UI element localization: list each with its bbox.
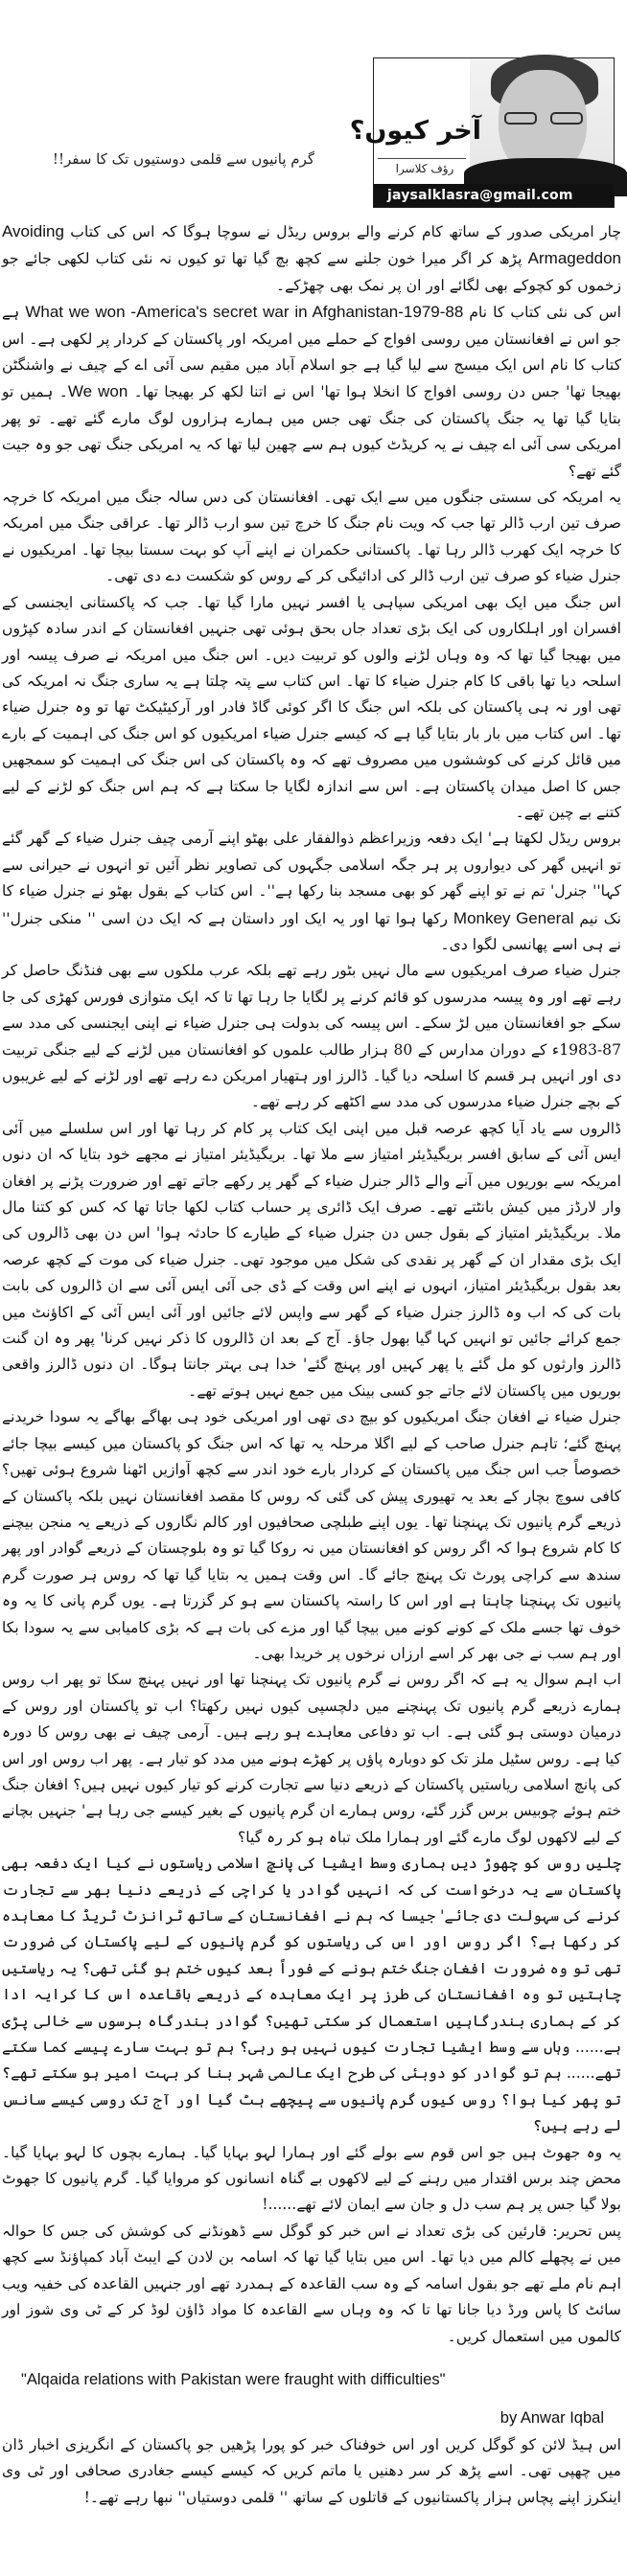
urdu-text: ڈالروں سے یاد آیا کچھ عرصہ قبل میں اپنی ایک کتاب پر کام کر رہا تھا اور اس سلسلے میں آئی ایس آئی کے سابق افسر بریگیڈیئر امتیاز سے ملا تھا۔ بریگیڈیئر امتیاز نے مجھے خود بتایا کہ ان دنوں امریکہ سے بوریوں میں آنے والے ڈالر جنرل ضیاء کے گھر پر رکھے جاتے تھے اور ضرورت پڑنے پر افغان وار لارڈز میں کیش بانٹتے تھے۔ صرف ایک ڈائری پر حساب کتاب لکھا جاتا تھا کہ کس کو کتنا مال ملا۔ بریگیڈیئر امتیاز کے بقول جس دن جنرل ضیاء کے طیارے کا حادثہ ہوا' اس دن بھی ڈالروں کی ایک بڑی مقدار ان کے گھر پر نقدی کی شکل میں موجود تھی۔ جنرل ضیاء کی موت کے کچھ عرصہ بعد بقول بریگیڈیئر امتیاز، انہوں نے اپنے اس وقت کے ڈی جی آئی ایس آئی سے ان ڈالروں کی بابت بات کی کہ اب وہ ڈالرز جنرل ضیاء کے گھر سے واپس لائے جائیں اور آئی ایس آئی کے اکاؤنٹ میں جمع کرائے جائیں تو انہیں کہا گیا بھول جاؤ۔ آج کے بعد ان ڈالروں کا ذکر نہیں کرنا' پھر وہ ان گنت ڈالرز وارثوں کو مل گئے یا پھر کہیں اور پہنچ گئے' خدا ہی بہتر جانتا ہوگا۔ ان دنوں ڈالرز واقعی بوریوں میں پاکستان لائے جاتے جو کسی بینک میں جمع نہیں ہوتے تھے۔	[2, 1119, 621, 1400]
urdu-text: پس تحریر: قارئین کی بڑی تعداد نے اس خبر کو گوگل سے ڈھونڈنے کی کوشش کی جس کا حوالہ میں نے پچھلے کالم میں دیا تھا۔ اس میں بتایا گیا تھا کہ اسامہ بن لادن کے ایبٹ آباد کمپاؤنڈ سے کچھ اہم نام ملے تھے جو بقول اسامہ کے وہ سب القاعدہ کے ہمدرد تھے اور جنہیں القاعدہ کی خفیہ ویب سائٹ کا پاس ورڈ دیا جانا تھا تا کہ وہ وہاں سے القاعدہ کا مواد ڈاؤن لوڈ کر کے ٹی وی شوز اور کالموں میں استعمال کریں۔	[2, 2222, 621, 2345]
english-phrase: What we won -America's secret war in Afghanistan-1979-88	[25, 303, 464, 322]
quoted-byline: by Anwar Iqbal	[499, 2408, 604, 2427]
urdu-text: ۔ ہمیں تو بتایا گیا تھا یہ جنگ پاکستان کی جنگ تھی جس میں ہمارے ہزاروں لوگ مارے گئے تھے۔ تو پھر امریکی سی آئی اے چیف نے یہ کریڈٹ کیوں ہم سے چھین لیا تھا کہ یہ امریکی جنگ تھی جو وہ جیت گئے تھے؟	[2, 383, 621, 480]
urdu-text: یہ وہ جھوٹ ہیں جو اس قوم سے بولے گئے اور ہمارا لہو بہایا گیا۔ ہمارے بچوں کا لہو بہایا گیا۔ محض چند برس اقتدار میں رہنے کے لیے لاکھوں بے گناہ انسانوں کو مروایا گیا۔ گرم پانیوں کا جھوٹ بولا گیا جس پر ہم سب دل و جان سے ایمان لائے تھے......!	[2, 2143, 621, 2214]
urdu-text: اس ہیڈ لائن کو گوگل کریں اور اس خوفناک خبر کو پورا پڑھیں جو پاکستان کے انگریزی اخبار ڈان میں چھپی تھی۔ اسے پڑھ کر سر دھنیں یا ماتم کریں کہ کیسے کیسے جغادری صحافی اور ٹی وی اینکرز اپنے پچاس ہزار پاکستانیوں کے قاتلوں کے ساتھ '' قلمی دوستیاں'' نبھا رہے تھے۔!	[2, 2435, 621, 2506]
article-paragraph	[2, 958, 621, 1115]
author-name: رؤف کلاسرا	[395, 162, 454, 175]
article-paragraph	[2, 2432, 621, 2511]
author-photo-glasses	[504, 112, 583, 125]
title-divider	[378, 158, 466, 159]
english-phrase: Avoiding Armageddon	[2, 222, 621, 268]
article-paragraph	[2, 299, 621, 485]
headline: گرم پانیوں سے قلمی دوستیوں تک کا سفر!!	[52, 150, 314, 168]
column-header	[0, 0, 623, 213]
urdu-text: بروس ریڈل لکھتا ہے' ایک دفعہ وزیراعظم ذوالفقار علی بھٹو اپنے آرمی چیف جنرل ضیاء کے گھر گئے تو انہیں گھر کی دیواروں پر ہر جگہ اسلامی جگہوں کی تصاویر نظر آئیں تو انہوں نے حیرانی سے کہا'' جنرل' تم نے تو اپنے گھر کو بھی مسجد بنا رکھا ہے''۔ اس کتاب کے بقول بھٹو نے جنرل ضیاء کا نک نیم	[2, 830, 621, 927]
article-paragraph	[2, 2219, 621, 2350]
article-paragraph	[2, 1851, 621, 2139]
author-email[interactable]: jaysalklasra@gmail.com	[374, 184, 614, 207]
article-body	[0, 218, 623, 2511]
urdu-text: پڑھ کر اگر میرا خون جلنے سے کچھ بچ گیا تھا تو کیوں نہ نئی کتاب لکھی جائے جو زخموں کو کچوکے بھی لگائے اور ان پر نمک بھی چھڑکے۔	[2, 250, 621, 294]
closing-paragraphs	[2, 2432, 621, 2511]
article-paragraph	[2, 485, 621, 590]
author-photo	[470, 58, 614, 183]
urdu-text: ہے جو اس نے افغانستان میں روسی افواج کے حملے میں امریکہ اور پاکستان کے کردار پر لکھی ہے۔ اس کتاب کا نام اس ایک میسج سے لیا گیا ہے جو اسلام آباد میں مقیم سی آئی اے کے چیف نے واشنگٹن بھیجا تھا' جس دن روسی افواج کا انخلا ہوا تھا' اس نے اتنا لکھ کر بھیجا تھا۔	[2, 304, 622, 401]
article-paragraph	[2, 1667, 621, 1851]
article-paragraph	[2, 826, 621, 958]
urdu-text: رکھا ہوا تھا اور یہ ایک اور داستان ہے کہ ایک دن اسی '' منکی جنرل'' نے ہی اسے پھانسی لگوا دی۔	[2, 909, 621, 953]
column-title: آخر کیوں؟	[349, 116, 481, 146]
article-paragraphs	[2, 218, 621, 2350]
quoted-headline: "Alqaida relations with Pakistan were fraught with difficulties"	[21, 2370, 446, 2388]
columnist-banner	[349, 57, 615, 208]
article-paragraph	[2, 1116, 621, 1404]
urdu-text: اس جنگ میں ایک بھی امریکی سپاہی یا افسر نہیں مارا گیا تھا۔ جب کہ پاکستانی ایجنسی کے افسران اور اہلکاروں کی ایک بڑی تعداد جاں بحق ہوئی تھی جنہیں افغانستان کے اندر سادہ کپڑوں میں بھیجا گیا تھا کہ وہ وہاں لڑنے والوں کو تربیت دیں۔ اس جنگ میں امریکہ نے صرف پیسہ اور اسلحہ دیا تھا باقی کا کام جنرل ضیاء کا تھا۔ اس کتاب سے پتہ چلتا ہے یہ ساری جنگ نہ امریکہ کی تھی اور نہ ہی پاکستان کی بلکہ اس جنگ کا اگر کوئی گاڈ فادر اور آرکیٹیکٹ تھا تو وہ جنرل ضیاء تھا۔ اس کتاب میں بار بار بتایا گیا ہے کہ کیسے جنرل ضیاء امریکیوں کو اس جنگ کی اہمیت کے بارے میں قائل کرنے کی کوششوں میں مصروف تھے کہ وہ پاکستان کی اس جنگ کی اہمیت کو سمجھیں جس کا اصل میدان پاکستان ہے۔ اس سے اندازہ لگایا جا سکتا ہے کہ ہم اس جنگ کو لڑنے کے لیے کتنے بے چین تھے۔	[2, 593, 621, 821]
urdu-text: چار امریکی صدور کے ساتھ کام کرنے والے بروس ریڈل نے سوچا ہوگا کہ اس کی کتاب	[63, 223, 621, 240]
article-paragraph	[2, 590, 621, 827]
urdu-text: یہ امریکہ کی سستی جنگوں میں سے ایک تھی۔ افغانستان کی دس سالہ جنگ میں امریکہ کا خرچہ صرف تین ارب ڈالر تھا جب کہ ویت نام جنگ کا خرچ تین سو ارب ڈالر تھا۔ عراقی جنگ میں امریکہ کا خرچہ ایک کھرب ڈالر رہا تھا۔ پاکستانی حکمران نے اپنے آپ کو بہت سستا بیچا تھا۔ امریکیوں نے جنرل ضیاء کو صرف تین ارب ڈالر کی ادائیگی کر کے روس کو شکست دے دی تھی۔	[2, 489, 621, 585]
english-phrase: We won	[67, 382, 128, 401]
urdu-text: جنرل ضیاء نے افغان جنگ امریکیوں کو بیچ دی تھی اور امریکی خود ہی بھاگے بھاگے یہ سودا خریدنے پہنچ گئے؛ تاہم جنرل صاحب کے لیے اگلا مرحلہ یہ تھا کہ اس جنگ کو پاکستان میں کیسے بیچا جائے خصوصاً جب اس جنگ میں پاکستان کے کردار بارے خود اندر سے کچھ آوازیں اٹھنا شروع ہوئی تھیں؟ کافی سوچ بچار کے بعد یہ تھیوری پیش کی گئی کہ روس کا مقصد افغانستان نہیں بلکہ پاکستان کے ذریعے گرم پانیوں تک پہنچنا تھا۔ یوں اپنے طبلچی صحافیوں اور کالم نگاروں کے ذریعے یہ منجن بیچنے کا کام شروع ہوا کہ اگر روس کو افغانستان میں نہ روکا گیا تو وہ بلوچستان کے ذریعے گوادر اور پھر سندھ سے کراچی پورٹ تک پہنچ جائے گا۔ اس وقت ہمیں یہ بتایا گیا تھا کہ روس ہر صورت گرم پانیوں تک پہنچنا چاہتا ہے اور اس کا راستہ پاکستان سے ہو کر گزرتا ہے۔ یوں گرم پانی کا یہ وہ خوف تھا جسے ملک کے کونے کونے میں بیچا گیا اور مزے کی بات ہے کہ بڑی کامیابی سے یہ سودا بکا اور ہم سب نے جی بھر کر اسے ارزاں نرخوں پر خریدا بھی۔	[2, 1408, 622, 1662]
english-phrase: Monkey General	[453, 908, 574, 927]
urdu-text: چلیں روس کو چھوڑ دیں ہماری وسط ایشیا کی پانچ اسلامی ریاستوں نے کیا ایک دفعہ بھی پاکستان سے یہ درخواست کی کہ انہیں گوادر یا کراچی کے ذریعے دنیا بھر سے تجارت کرنے کی سہولت دی جائے' جیسا کہ ہم نے افغانستان کے ساتھ ٹرانزٹ ٹریڈ کا معاہدہ کر رکھا ہے؟ اگر روس اور اس کی ریاستوں کو گرم پانیوں کے لیے پاکستان کی ضرورت تھی تو وہ ضرورت افغان جنگ ختم ہونے کے فوراً بعد کیوں ختم ہو گئی تھی؟ یہ ریاستیں چاہتیں تو وہ افغانستان کی طرز پر ایک معاہدہ کے ذریعے باقاعدہ اس کا کرایہ ادا کر کے ہماری بندرگاہیں استعمال کر سکتی تھیں؟ گوادر بندرگاہ برسوں سے خالی پڑی ہے...... وہاں سے وسط ایشیا تجارت کیوں نہیں ہو رہی؟ ہم تو بہت سارے پیسے کما سکتے تھے...... ہم تو گوادر کو دوبئی کی طرح ایک عالمی شہر بنا کر بہت امیر ہو سکتے تھے؟ تو پھر کیا ہوا؟ روس کیوں گرم پانیوں سے پیچھے ہٹ گیا اور آج تک روسی کیسے سانس لے رہے ہیں؟	[2, 1855, 621, 2135]
urdu-text: اس کی نئی کتاب کا نام	[463, 304, 621, 322]
article-paragraph	[2, 2140, 621, 2219]
article-paragraph	[2, 1404, 621, 1667]
urdu-text: اب اہم سوال یہ ہے کہ اگر روس نے گرم پانیوں تک پہنچنا تھا اور نہیں پہنچ سکا تو پھر اب روس ہمارے ذریعے گرم پانیوں تک پہنچنے میں دلچسپی کیوں نہیں رکھتا؟ اب تو پاکستان اور روس کے درمیان دوستی ہو گئی ہے۔ اب تو دفاعی معاہدے ہو رہے ہیں۔ آرمی چیف نے بھی روس کا دورہ کیا ہے۔ روس سٹیل ملز تک کو دوبارہ پاؤں پر کھڑے ہونے میں مدد کو تیار ہے۔ پھر اب روس اور اس کی پانچ اسلامی ریاستیں پاکستان کے ذریعے دنیا سے تجارت کرنے کو تیار کیوں نہیں ہیں؟ افغان جنگ ختم ہوئے چوبیس برس گزر گئے، روس ہمارے ان گرم پانیوں کے بغیر کیسے جی رہا ہے' جنہیں بچانے کے لیے لاکھوں لوگ مارے گئے اور ہمارا ملک تباہ ہو کر رہ گیا؟	[2, 1671, 621, 1846]
urdu-text: جنرل ضیاء صرف امریکیوں سے مال نہیں بٹور رہے تھے بلکہ عرب ملکوں سے بھی فنڈنگ حاصل کر رہے تھے اور وہ پیسہ مدرسوں کو قائم کرنے پر لگایا جا رہا تھا تا کہ ایک متوازی فورس کھڑی کی جا سکے جو افغانستان میں لڑ سکے۔ اس پیسہ کی بدولت ہی جنرل ضیاء نے اپنی ایجنسی کی مدد سے 87-1983ء کے دوران مدارس کے 80 ہزار طالب علموں کو افغانستان میں لڑنے کے لیے جنگی تربیت دی اور انہیں ہر قسم کا اسلحہ دیا گیا۔ ڈالرز اور ہتھیار امریکن دے رہے تھے اور لڑنے کے لیے غریبوں کے بچے جنرل ضیاء مدرسوں کی مدد سے اکٹھے کر رہے تھے۔	[2, 962, 621, 1111]
article-paragraph	[2, 218, 621, 299]
